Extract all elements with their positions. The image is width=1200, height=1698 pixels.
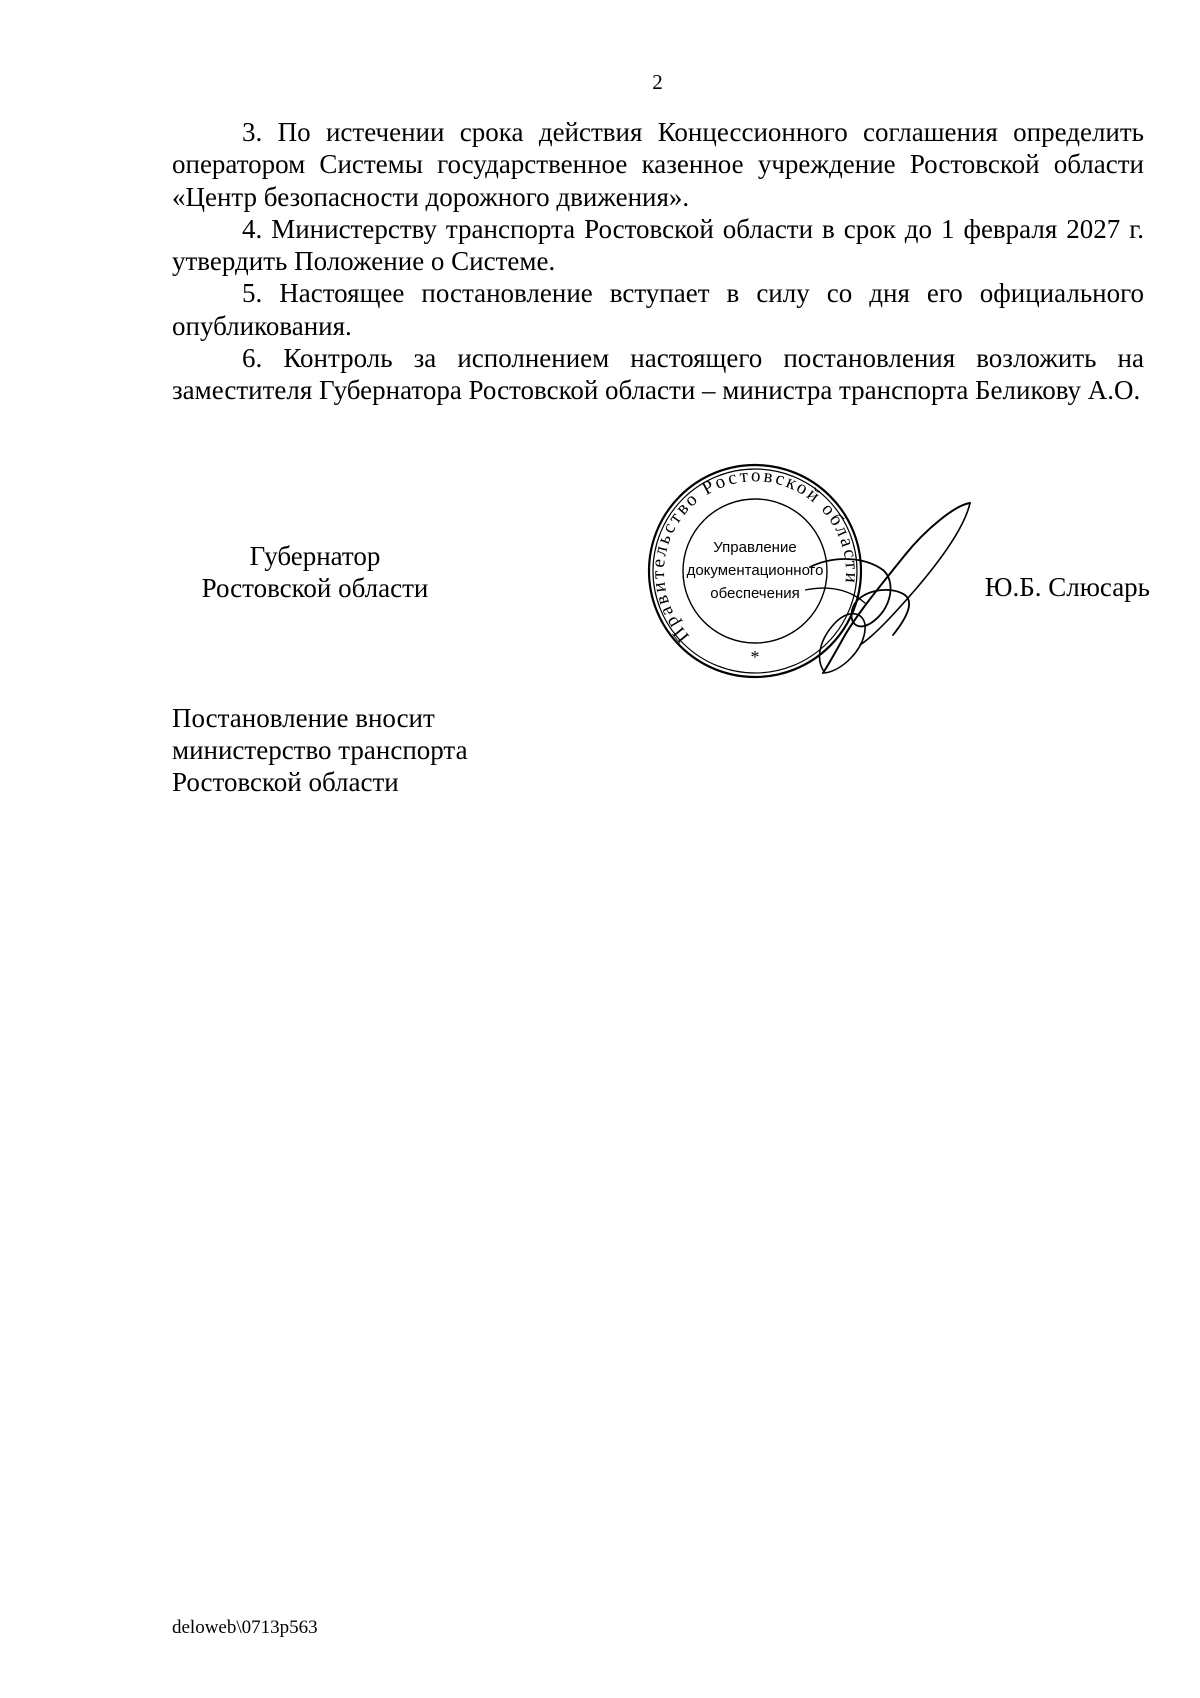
submitter-line3: Ростовской области: [172, 767, 399, 797]
signatory-name: Ю.Б. Слюсарь: [984, 572, 1150, 602]
submitter-block: [172, 702, 592, 798]
signatory-title-line2: Ростовской области: [201, 573, 429, 603]
paragraph-5: 5. Настоящее постановление вступает в силу со дня его официального опубликования.: [172, 278, 1144, 341]
handwritten-signature: [805, 495, 985, 680]
seal-center-line2: документационного: [686, 562, 824, 579]
submitter-line2: министерство транспорта: [172, 735, 468, 765]
seal-center-line3: обеспечения: [710, 585, 800, 602]
seal-star: *: [750, 647, 760, 667]
submitter-line1: Постановление вносит: [172, 703, 435, 733]
document-body: [172, 116, 1144, 407]
signatory-title: [170, 540, 460, 604]
seal-ring-text: Правительство Ростовской области: [647, 465, 863, 647]
seal-center-line1: Управление: [713, 539, 797, 556]
paragraph-4: 4. Министерству транспорта Ростовской области в срок до 1 февраля 2027 г. утвердить Положение о Системе.: [172, 213, 1144, 277]
paragraph-3: 3. По истечении срока действия Концессионного соглашения определить оператором Системы государственное казенное учреждение Ростовской области «Центр безопасности дорожного движения».: [172, 117, 1144, 212]
signatory-title-line1: Губернатор: [249, 541, 381, 571]
page-number: 2: [652, 70, 663, 94]
paragraph-6: 6. Контроль за исполнением настоящего постановления возложить на заместителя Губернатора Ростовской области – министра транспорта Беликову А.О.: [172, 343, 1144, 406]
document-code: deloweb\0713p563: [172, 1617, 318, 1638]
